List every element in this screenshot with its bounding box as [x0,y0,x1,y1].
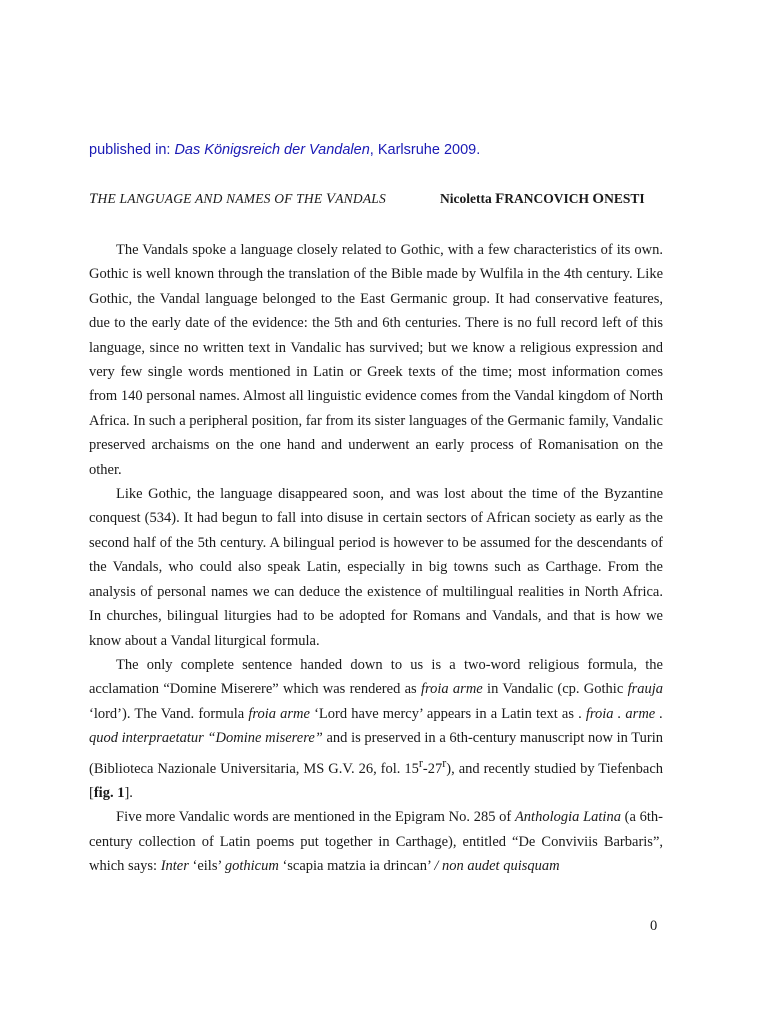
p3-text: in Vandalic (cp. Gothic [482,681,628,698]
publication-note [89,142,480,158]
figure-reference: fig. 1 [93,784,125,801]
paragraph-4 [89,805,663,878]
p3-text: The only complete sentence handed down to us is a two-word religious formula, the acclamation “Domine Miserere” which was rendered as [89,656,663,698]
paragraph-2: Like Gothic, the language disappeared soon, and was lost about the time of the Byzantine conquest (534). It had begun to fall into disuse in certain sectors of African society as early as the second half of the 5th century. A bilingual period is however to be assumed for the descendants of the Vandals, who could also speak Latin, especially in big towns such as Carthage. From the analysis of personal names we can deduce the existence of multilingual realities in North Africa. In churches, bilingual liturgies had to be adopted for Romans and Vandals, and that is how we know about a Vandal liturgical formula. [89,486,663,649]
p3-superscript: r [418,755,423,770]
p3-text: ‘Lord have mercy’ appears in a Latin text as . [309,705,586,722]
p4-italic: Inter [160,857,189,874]
title-cap-t: T [89,191,98,207]
p4-text: Five more Vandalic words are mentioned in the Epigram No. 285 of [116,809,515,826]
page-number: 0 [650,918,658,934]
article-body [89,238,663,878]
p3-italic: froia arme [420,681,483,698]
p3-text: and is preserved in a 6th-century manuscript now in Turin (Biblioteca Nazionale Universitaria, MS G.V. 26, fol. 15 [89,730,663,777]
title-rest-1: HE LANGUAGE AND NAMES OF THE [97,191,326,206]
p3-italic: frauja [627,681,664,698]
p3-text: ‘lord’). The Vand. formula [89,705,249,722]
article-title [89,191,386,206]
paragraph-3 [89,653,663,805]
paragraph-1: The Vandals spoke a language closely related to Gothic, with a few characteristics of its own. Gothic is well known through the translation of the Bible made by Wulfila in the 4th century. Like Gothic, the Vandal language belonged to the East Germanic group. It had conservative features, due to the early date of the evidence: the 5th and 6th centuries. There is no full record left of this language, since no written text in Vandalic has survived; but we know a religious expression and very few single words mentioned in Latin or Greek texts of the time; most information comes from 140 personal names. Almost all linguistic evidence comes from the Vandal kingdom of North Africa. In such a peripheral position, far from its sister languages of the Germanic family, Vandalic preserved archaisms on the one hand and underwent an early process of Romanisation on the other. [89,242,663,478]
pub-prefix: published in: [89,142,175,158]
author-rest-2: NESTI [604,191,645,206]
p4-italic: / non audet quisquam [434,857,560,874]
p4-text: ‘eils’ [188,857,225,874]
author-cap-o: O [592,191,605,207]
pub-title: Das Königsreich der Vandalen [174,142,370,158]
title-rest-2: ANDALS [335,191,386,206]
p4-italic: Anthologia Latina [514,809,621,826]
title-cap-v: V [325,191,336,207]
author-first: Nicoletta [440,191,496,206]
p3-italic: froia arme [248,705,310,722]
author-rest-1: RANCOVICH [504,191,593,206]
p4-italic: gothicum [224,857,279,874]
author-name [440,191,645,208]
p4-text: ‘scapia matzia ia drincan’ [278,857,435,874]
author-cap-f: F [495,191,505,207]
p3-text: -27 [422,760,443,777]
p3-text: ), and recently studied by Tiefenbach [ [89,760,664,801]
p3-italic: froia . arme . quod interpraetatur “Domine miserere” [89,705,663,747]
pub-suffix: , Karlsruhe 2009. [369,142,481,158]
p3-superscript: r [442,755,447,770]
article-title-row [89,191,679,208]
p3-text: ]. [124,784,133,801]
p4-text: (a 6th-century collection of Latin poems put together in Carthage), entitled “De Conviviis Barbaris”, which says: [89,809,663,874]
